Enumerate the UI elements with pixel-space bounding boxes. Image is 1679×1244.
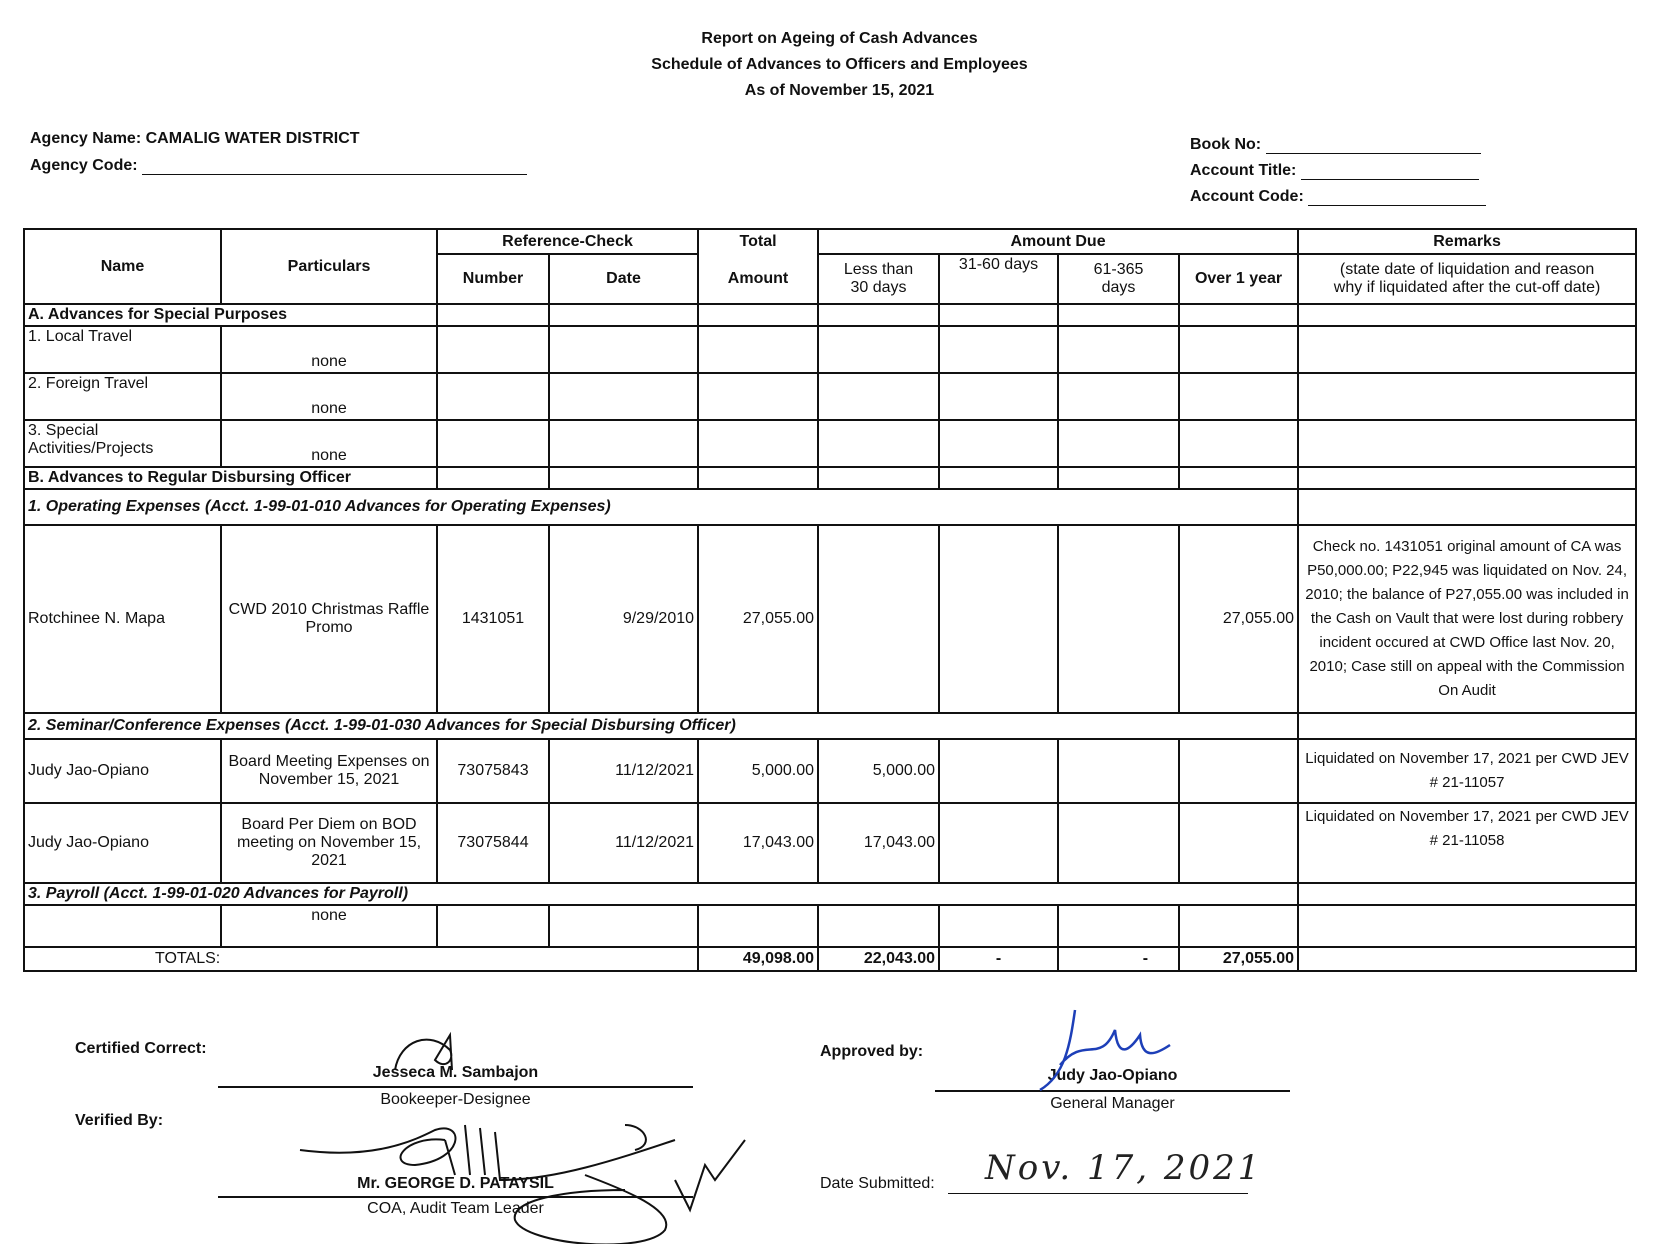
row-31-60 — [939, 739, 1058, 803]
col-over-1-year: Over 1 year — [1179, 254, 1298, 304]
row-total: 5,000.00 — [698, 739, 818, 803]
section-a-item-particulars: none — [221, 373, 437, 420]
ageing-table — [23, 228, 1637, 972]
subsection-row — [24, 713, 1636, 739]
certified-signature-line — [218, 1086, 693, 1088]
agency-name-value: CAMALIG WATER DISTRICT — [145, 130, 360, 147]
approved-signature-mark — [1030, 1005, 1180, 1105]
subsection-payroll-title: 3. Payroll (Acct. 1-99-01-020 Advances for Payroll) — [24, 883, 1298, 905]
date-submitted-line — [948, 1193, 1248, 1194]
section-a-item-row — [24, 420, 1636, 467]
row-number: 73075844 — [437, 803, 549, 883]
account-code-row — [1190, 187, 1486, 206]
row-remarks: Liquidated on November 17, 2021 per CWD JEV # 21-11057 — [1298, 739, 1636, 803]
row-over-1-year — [1179, 739, 1298, 803]
account-title-row — [1190, 161, 1479, 180]
row-remarks: Liquidated on November 17, 2021 per CWD JEV # 21-11058 — [1298, 803, 1636, 883]
col-name: Name — [24, 229, 221, 304]
header-row-1 — [24, 229, 1636, 254]
approved-title: General Manager — [1050, 1095, 1175, 1112]
certified-title: Bookeeper-Designee — [380, 1091, 531, 1108]
col-amount-due: Amount Due — [818, 229, 1298, 254]
section-a-item-particulars: none — [221, 420, 437, 467]
section-a-item-label: 1. Local Travel — [24, 326, 221, 373]
row-name: Rotchinee N. Mapa — [24, 525, 221, 713]
col-31-60: 31-60 days — [939, 254, 1058, 304]
row-61-365 — [1058, 803, 1179, 883]
row-particulars: CWD 2010 Christmas Raffle Promo — [221, 525, 437, 713]
section-a-item-label: 3. Special Activities/Projects — [24, 420, 221, 467]
col-less-than-30-line1: Less than — [843, 261, 914, 278]
col-number: Number — [437, 254, 549, 304]
col-less-than-30 — [818, 254, 939, 304]
report-subtitle: Schedule of Advances to Officers and Employees — [651, 56, 1028, 73]
section-a-item-particulars: none — [221, 326, 437, 373]
section-a-item-row — [24, 373, 1636, 420]
certified-signature-mark — [390, 1030, 480, 1075]
row-over-1-year — [1179, 803, 1298, 883]
col-remarks-note-line1: (state date of liquidation and reason — [1339, 261, 1595, 278]
verified-name: Mr. GEORGE D. PATAYSIL — [357, 1175, 554, 1192]
row-date: 11/12/2021 — [549, 739, 698, 803]
book-no-label: Book No: — [1190, 136, 1262, 153]
certified-name: Jesseca M. Sambajon — [372, 1064, 539, 1081]
verified-title: COA, Audit Team Leader — [367, 1200, 544, 1217]
row-date: 9/29/2010 — [549, 525, 698, 713]
row-particulars: Board Per Diem on BOD meeting on November 15, 2021 — [221, 803, 437, 883]
subsection-row — [24, 489, 1636, 525]
section-b-title: B. Advances to Regular Disbursing Officer — [24, 467, 437, 489]
row-total: 27,055.00 — [698, 525, 818, 713]
totals-31-60: - — [939, 947, 1058, 971]
row-particulars: Board Meeting Expenses on November 15, 2021 — [221, 739, 437, 803]
col-amount: Amount — [698, 254, 818, 304]
agency-name-row — [30, 130, 360, 148]
row-less-than-30 — [818, 525, 939, 713]
agency-code-row — [30, 156, 527, 175]
col-date: Date — [549, 254, 698, 304]
row-31-60 — [939, 525, 1058, 713]
row-61-365 — [1058, 525, 1179, 713]
subsection-operating-title: 1. Operating Expenses (Acct. 1-99-01-010 Advances for Operating Expenses) — [24, 489, 1298, 525]
verified-label: Verified By: — [75, 1112, 164, 1129]
book-no-row — [1190, 135, 1481, 154]
section-a-title: A. Advances for Special Purposes — [24, 304, 437, 326]
table-row — [24, 803, 1636, 883]
row-number: 1431051 — [437, 525, 549, 713]
table-row — [24, 739, 1636, 803]
col-61-365-line2: days — [1101, 279, 1136, 296]
account-title-blank — [1301, 161, 1479, 180]
table-row — [24, 905, 1636, 947]
row-name: Judy Jao-Opiano — [24, 803, 221, 883]
date-submitted-value: Nov. 17, 2021 — [985, 1148, 1263, 1188]
agency-name-label: Agency Name: — [30, 130, 142, 147]
col-total: Total — [698, 229, 818, 254]
agency-code-blank — [142, 156, 527, 175]
row-61-365 — [1058, 739, 1179, 803]
subsection-row — [24, 883, 1636, 905]
approved-name: Judy Jao-Opiano — [1047, 1067, 1178, 1084]
col-reference-check: Reference-Check — [437, 229, 698, 254]
section-a-item-row — [24, 326, 1636, 373]
table-row — [24, 525, 1636, 713]
row-31-60 — [939, 803, 1058, 883]
row-over-1-year: 27,055.00 — [1179, 525, 1298, 713]
book-no-blank — [1266, 135, 1481, 154]
totals-over-1-year: 27,055.00 — [1179, 947, 1298, 971]
account-title-label: Account Title: — [1190, 162, 1297, 179]
row-less-than-30: 17,043.00 — [818, 803, 939, 883]
row-name: Judy Jao-Opiano — [24, 739, 221, 803]
col-particulars: Particulars — [221, 229, 437, 304]
report-as-of-date: As of November 15, 2021 — [744, 82, 935, 99]
totals-61-365: - — [1058, 947, 1179, 971]
totals-row — [24, 947, 1636, 971]
subsection-seminar-title: 2. Seminar/Conference Expenses (Acct. 1-99-01-030 Advances for Special Disbursing Officer) — [24, 713, 1298, 739]
row-remarks: Check no. 1431051 original amount of CA was P50,000.00; P22,945 was liquidated on Nov. 24, 2010; the balance of P27,055.00 was included in the Cash on Vault that were lost during robbery incident occured at CWD Office last Nov. 20, 2010; Case still on appeal with the Commission On Audit — [1298, 525, 1636, 713]
col-61-365-line1: 61-365 — [1093, 261, 1144, 278]
col-remarks-note-line2: why if liquidated after the cut-off date) — [1333, 279, 1601, 296]
row-less-than-30: 5,000.00 — [818, 739, 939, 803]
payroll-particulars: none — [221, 905, 437, 947]
totals-less-than-30: 22,043.00 — [818, 947, 939, 971]
col-61-365 — [1058, 254, 1179, 304]
date-submitted-label: Date Submitted: — [820, 1175, 935, 1192]
row-number: 73075843 — [437, 739, 549, 803]
col-remarks: Remarks — [1298, 229, 1636, 254]
section-a-row — [24, 304, 1636, 326]
totals-label: TOTALS: — [24, 947, 698, 971]
section-a-item-label: 2. Foreign Travel — [24, 373, 221, 420]
certified-label: Certified Correct: — [75, 1040, 207, 1057]
section-b-row — [24, 467, 1636, 489]
row-date: 11/12/2021 — [549, 803, 698, 883]
agency-code-label: Agency Code: — [30, 157, 138, 174]
verified-signature-mark — [295, 1120, 755, 1244]
col-less-than-30-line2: 30 days — [850, 279, 907, 296]
row-total: 17,043.00 — [698, 803, 818, 883]
approved-label: Approved by: — [820, 1043, 924, 1060]
account-code-blank — [1308, 187, 1486, 206]
totals-total: 49,098.00 — [698, 947, 818, 971]
account-code-label: Account Code: — [1190, 188, 1304, 205]
col-remarks-note — [1298, 254, 1636, 304]
report-title: Report on Ageing of Cash Advances — [701, 30, 978, 47]
